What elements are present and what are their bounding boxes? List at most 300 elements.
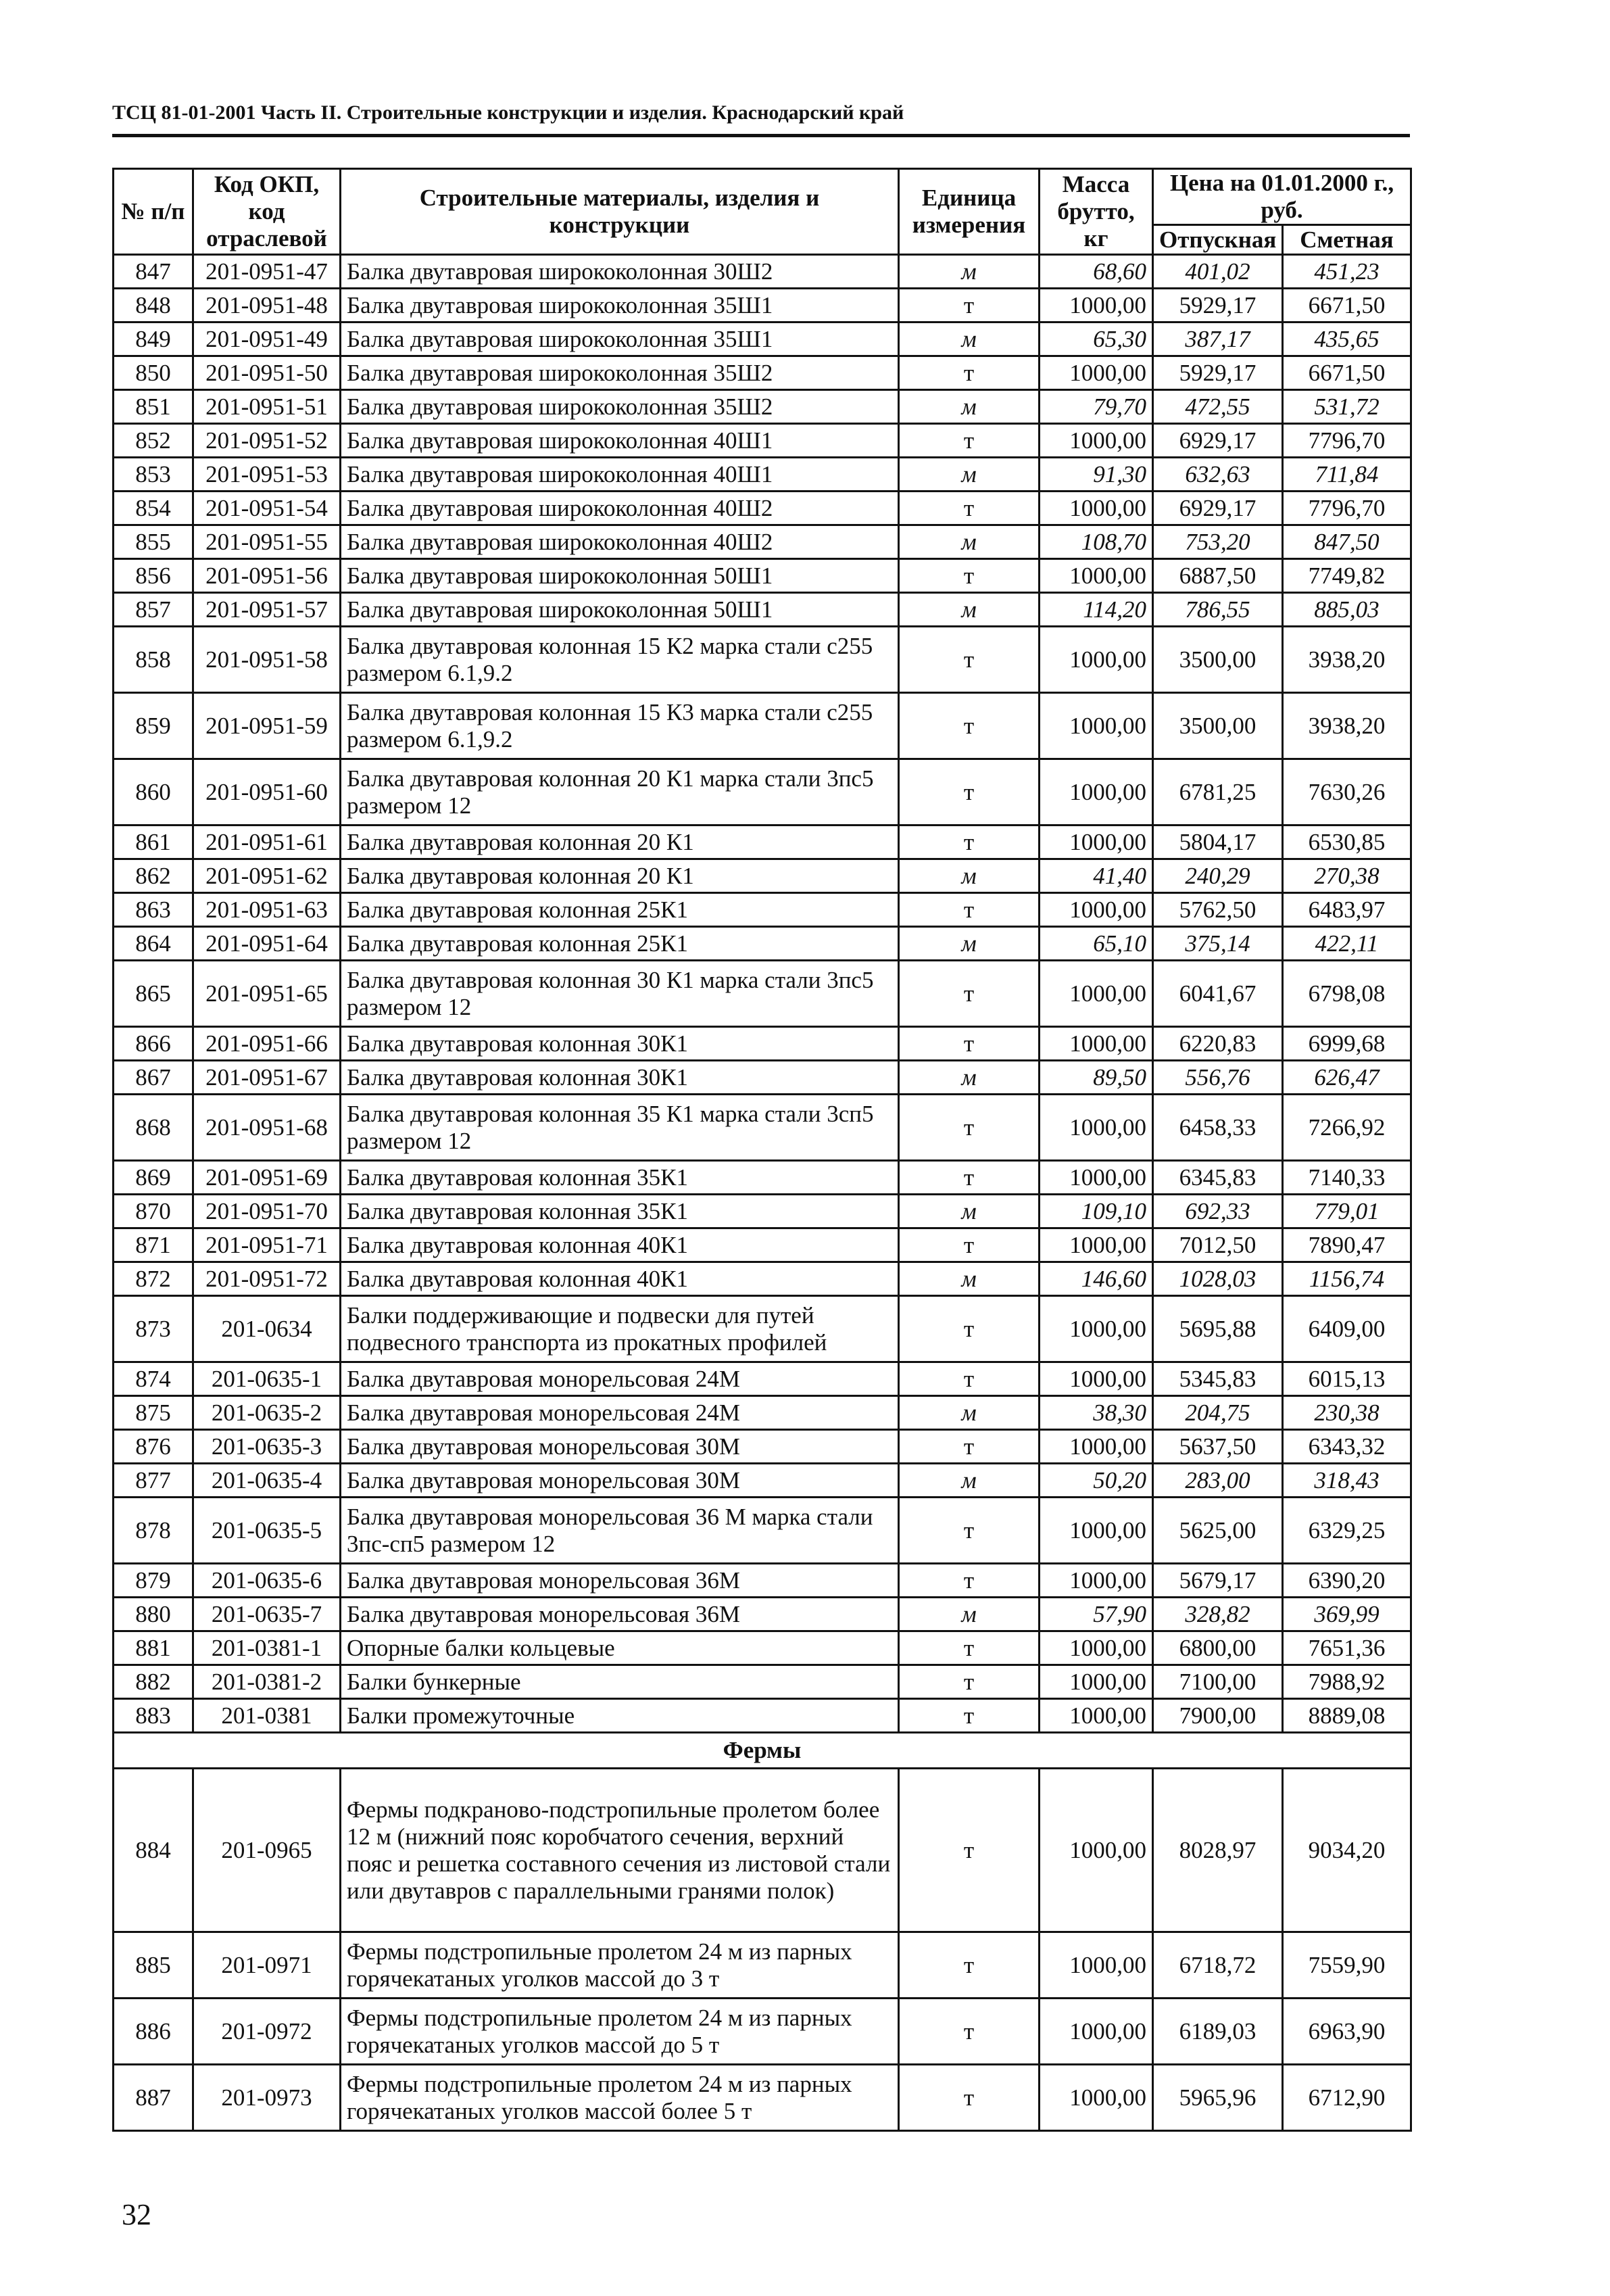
material-name: Балка двутавровая ширококолонная 35Ш1 [341, 322, 899, 356]
release-price: 5679,17 [1153, 1564, 1283, 1598]
row-number: 887 [114, 2065, 193, 2131]
okp-code: 201-0381-2 [193, 1665, 341, 1699]
unit: т [899, 492, 1040, 525]
estimate-price: 6530,85 [1283, 826, 1411, 859]
gross-mass: 1000,00 [1040, 492, 1153, 525]
material-name: Балка двутавровая ширококолонная 50Ш1 [341, 593, 899, 627]
material-name: Балка двутавровая колонная 30К1 [341, 1061, 899, 1095]
okp-code: 201-0951-52 [193, 424, 341, 458]
gross-mass: 1000,00 [1040, 424, 1153, 458]
row-number: 874 [114, 1362, 193, 1396]
release-price: 6345,83 [1153, 1161, 1283, 1195]
gross-mass: 1000,00 [1040, 1932, 1153, 1999]
release-price: 5804,17 [1153, 826, 1283, 859]
row-number: 849 [114, 322, 193, 356]
table-row [114, 1564, 1411, 1598]
row-number: 866 [114, 1027, 193, 1061]
gross-mass: 1000,00 [1040, 1430, 1153, 1464]
okp-code: 201-0951-69 [193, 1161, 341, 1195]
table-row [114, 693, 1411, 759]
material-name: Балка двутавровая монорельсовая 36М [341, 1598, 899, 1631]
table-row [114, 927, 1411, 961]
unit: т [899, 826, 1040, 859]
release-price: 6189,03 [1153, 1999, 1283, 2065]
table-row [114, 961, 1411, 1027]
material-name: Балка двутавровая ширококолонная 35Ш2 [341, 356, 899, 390]
table-row [114, 859, 1411, 893]
release-price: 6800,00 [1153, 1631, 1283, 1665]
okp-code: 201-0635-2 [193, 1396, 341, 1430]
unit: т [899, 1296, 1040, 1362]
row-number: 878 [114, 1498, 193, 1564]
row-number: 871 [114, 1228, 193, 1262]
material-name: Балка двутавровая колонная 20 К1 [341, 826, 899, 859]
row-number: 852 [114, 424, 193, 458]
unit: м [899, 1598, 1040, 1631]
okp-code: 201-0634 [193, 1296, 341, 1362]
release-price: 6718,72 [1153, 1932, 1283, 1999]
material-name: Балка двутавровая колонная 40К1 [341, 1262, 899, 1296]
gross-mass: 41,40 [1040, 859, 1153, 893]
release-price: 5345,83 [1153, 1362, 1283, 1396]
okp-code: 201-0951-62 [193, 859, 341, 893]
table-row [114, 356, 1411, 390]
release-price: 632,63 [1153, 458, 1283, 492]
gross-mass: 68,60 [1040, 255, 1153, 289]
estimate-price: 6343,32 [1283, 1430, 1411, 1464]
table-row [114, 1932, 1411, 1999]
material-name: Балка двутавровая монорельсовая 24М [341, 1362, 899, 1396]
row-number: 886 [114, 1999, 193, 2065]
okp-code: 201-0635-4 [193, 1464, 341, 1498]
table-row [114, 1769, 1411, 1932]
header-price: Цена на 01.01.2000 г., руб. [1153, 169, 1411, 225]
gross-mass: 1000,00 [1040, 1564, 1153, 1598]
release-price: 240,29 [1153, 859, 1283, 893]
okp-code: 201-0951-54 [193, 492, 341, 525]
section-row [114, 1733, 1411, 1769]
gross-mass: 1000,00 [1040, 289, 1153, 322]
gross-mass: 1000,00 [1040, 1699, 1153, 1733]
unit: м [899, 859, 1040, 893]
table-row [114, 593, 1411, 627]
okp-code: 201-0951-47 [193, 255, 341, 289]
header-rule [112, 134, 1410, 137]
table-row [114, 1464, 1411, 1498]
table-row [114, 1195, 1411, 1228]
row-number: 883 [114, 1699, 193, 1733]
row-number: 863 [114, 893, 193, 927]
table-row [114, 1999, 1411, 2065]
release-price: 3500,00 [1153, 693, 1283, 759]
gross-mass: 1000,00 [1040, 1296, 1153, 1362]
estimate-price: 318,43 [1283, 1464, 1411, 1498]
gross-mass: 1000,00 [1040, 759, 1153, 826]
okp-code: 201-0951-57 [193, 593, 341, 627]
table-row [114, 322, 1411, 356]
material-name: Балка двутавровая монорельсовая 24М [341, 1396, 899, 1430]
release-price: 387,17 [1153, 322, 1283, 356]
table-row [114, 1228, 1411, 1262]
estimate-price: 6483,97 [1283, 893, 1411, 927]
row-number: 867 [114, 1061, 193, 1095]
unit: м [899, 390, 1040, 424]
unit: т [899, 559, 1040, 593]
estimate-price: 435,65 [1283, 322, 1411, 356]
row-number: 860 [114, 759, 193, 826]
gross-mass: 1000,00 [1040, 1498, 1153, 1564]
row-number: 879 [114, 1564, 193, 1598]
row-number: 881 [114, 1631, 193, 1665]
unit: т [899, 1161, 1040, 1195]
row-number: 851 [114, 390, 193, 424]
unit: т [899, 961, 1040, 1027]
row-number: 870 [114, 1195, 193, 1228]
unit: т [899, 1095, 1040, 1161]
unit: м [899, 458, 1040, 492]
okp-code: 201-0951-67 [193, 1061, 341, 1095]
gross-mass: 109,10 [1040, 1195, 1153, 1228]
material-name: Балка двутавровая ширококолонная 30Ш2 [341, 255, 899, 289]
material-name: Балка двутавровая колонная 30К1 [341, 1027, 899, 1061]
okp-code: 201-0951-61 [193, 826, 341, 859]
estimate-price: 451,23 [1283, 255, 1411, 289]
table-row [114, 1498, 1411, 1564]
material-name: Балка двутавровая колонная 35К1 [341, 1161, 899, 1195]
unit: т [899, 693, 1040, 759]
release-price: 5929,17 [1153, 289, 1283, 322]
estimate-price: 7140,33 [1283, 1161, 1411, 1195]
row-number: 858 [114, 627, 193, 693]
table-row [114, 390, 1411, 424]
header-price-estimate: Сметная [1283, 225, 1411, 255]
unit: м [899, 1464, 1040, 1498]
material-name: Балка двутавровая колонная 25К1 [341, 893, 899, 927]
okp-code: 201-0635-5 [193, 1498, 341, 1564]
row-number: 885 [114, 1932, 193, 1999]
okp-code: 201-0635-7 [193, 1598, 341, 1631]
unit: т [899, 1631, 1040, 1665]
row-number: 856 [114, 559, 193, 593]
okp-code: 201-0951-50 [193, 356, 341, 390]
estimate-price: 6390,20 [1283, 1564, 1411, 1598]
table-row [114, 1665, 1411, 1699]
gross-mass: 1000,00 [1040, 1769, 1153, 1932]
okp-code: 201-0951-72 [193, 1262, 341, 1296]
estimate-price: 7651,36 [1283, 1631, 1411, 1665]
table-row [114, 1396, 1411, 1430]
gross-mass: 1000,00 [1040, 356, 1153, 390]
release-price: 204,75 [1153, 1396, 1283, 1430]
material-name: Фермы подстропильные пролетом 24 м из парных горячекатаных уголков массой более 5 т [341, 2065, 899, 2131]
release-price: 5762,50 [1153, 893, 1283, 927]
material-name: Балка двутавровая колонная 20 К1 [341, 859, 899, 893]
gross-mass: 1000,00 [1040, 1631, 1153, 1665]
release-price: 6929,17 [1153, 424, 1283, 458]
estimate-price: 711,84 [1283, 458, 1411, 492]
header-num: № п/п [114, 169, 193, 255]
row-number: 857 [114, 593, 193, 627]
row-number: 847 [114, 255, 193, 289]
release-price: 786,55 [1153, 593, 1283, 627]
table-row [114, 1631, 1411, 1665]
unit: м [899, 1195, 1040, 1228]
okp-code: 201-0965 [193, 1769, 341, 1932]
row-number: 864 [114, 927, 193, 961]
row-number: 868 [114, 1095, 193, 1161]
table-row [114, 289, 1411, 322]
row-number: 882 [114, 1665, 193, 1699]
gross-mass: 65,30 [1040, 322, 1153, 356]
estimate-price: 9034,20 [1283, 1769, 1411, 1932]
material-name: Балка двутавровая ширококолонная 35Ш1 [341, 289, 899, 322]
gross-mass: 1000,00 [1040, 1999, 1153, 2065]
material-name: Балка двутавровая монорельсовая 30М [341, 1430, 899, 1464]
estimate-price: 6409,00 [1283, 1296, 1411, 1362]
okp-code: 201-0951-70 [193, 1195, 341, 1228]
row-number: 865 [114, 961, 193, 1027]
okp-code: 201-0951-65 [193, 961, 341, 1027]
gross-mass: 1000,00 [1040, 693, 1153, 759]
release-price: 6220,83 [1153, 1027, 1283, 1061]
okp-code: 201-0951-60 [193, 759, 341, 826]
estimate-price: 3938,20 [1283, 693, 1411, 759]
okp-code: 201-0951-68 [193, 1095, 341, 1161]
release-price: 328,82 [1153, 1598, 1283, 1631]
release-price: 6041,67 [1153, 961, 1283, 1027]
release-price: 5929,17 [1153, 356, 1283, 390]
material-name: Балка двутавровая колонная 25К1 [341, 927, 899, 961]
gross-mass: 1000,00 [1040, 2065, 1153, 2131]
material-name: Балки поддерживающие и подвески для путей подвесного транспорта из прокатных профилей [341, 1296, 899, 1362]
okp-code: 201-0971 [193, 1932, 341, 1999]
table-row [114, 1027, 1411, 1061]
estimate-price: 6671,50 [1283, 289, 1411, 322]
release-price: 753,20 [1153, 525, 1283, 559]
okp-code: 201-0951-51 [193, 390, 341, 424]
release-price: 375,14 [1153, 927, 1283, 961]
estimate-price: 7266,92 [1283, 1095, 1411, 1161]
table-row [114, 893, 1411, 927]
material-name: Балка двутавровая колонная 15 К2 марка стали с255 размером 6.1,9.2 [341, 627, 899, 693]
estimate-price: 3938,20 [1283, 627, 1411, 693]
unit: м [899, 255, 1040, 289]
okp-code: 201-0635-6 [193, 1564, 341, 1598]
estimate-price: 6798,08 [1283, 961, 1411, 1027]
row-number: 853 [114, 458, 193, 492]
header-code: Код ОКП, код отраслевой [193, 169, 341, 255]
release-price: 401,02 [1153, 255, 1283, 289]
release-price: 6458,33 [1153, 1095, 1283, 1161]
estimate-price: 230,38 [1283, 1396, 1411, 1430]
estimate-price: 847,50 [1283, 525, 1411, 559]
material-name: Фермы подстропильные пролетом 24 м из парных горячекатаных уголков массой до 5 т [341, 1999, 899, 2065]
row-number: 873 [114, 1296, 193, 1362]
gross-mass: 79,70 [1040, 390, 1153, 424]
unit: т [899, 1699, 1040, 1733]
okp-code: 201-0951-71 [193, 1228, 341, 1262]
gross-mass: 1000,00 [1040, 1095, 1153, 1161]
estimate-price: 6963,90 [1283, 1999, 1411, 2065]
gross-mass: 89,50 [1040, 1061, 1153, 1095]
release-price: 7100,00 [1153, 1665, 1283, 1699]
row-number: 869 [114, 1161, 193, 1195]
material-name: Балка двутавровая ширококолонная 40Ш2 [341, 525, 899, 559]
gross-mass: 146,60 [1040, 1262, 1153, 1296]
table-row [114, 255, 1411, 289]
table-row [114, 1262, 1411, 1296]
table-row [114, 458, 1411, 492]
gross-mass: 38,30 [1040, 1396, 1153, 1430]
estimate-price: 422,11 [1283, 927, 1411, 961]
release-price: 3500,00 [1153, 627, 1283, 693]
okp-code: 201-0951-59 [193, 693, 341, 759]
release-price: 692,33 [1153, 1195, 1283, 1228]
material-name: Балка двутавровая ширококолонная 40Ш2 [341, 492, 899, 525]
table-row [114, 1161, 1411, 1195]
material-name: Балка двутавровая монорельсовая 30М [341, 1464, 899, 1498]
header-unit: Единица измерения [899, 169, 1040, 255]
estimate-price: 7796,70 [1283, 492, 1411, 525]
unit: т [899, 1769, 1040, 1932]
page-number: 32 [122, 2198, 151, 2231]
estimate-price: 6329,25 [1283, 1498, 1411, 1564]
material-name: Балки бункерные [341, 1665, 899, 1699]
table-row [114, 1095, 1411, 1161]
table-row [114, 759, 1411, 826]
table-row [114, 559, 1411, 593]
row-number: 855 [114, 525, 193, 559]
row-number: 850 [114, 356, 193, 390]
estimate-price: 369,99 [1283, 1598, 1411, 1631]
gross-mass: 1000,00 [1040, 559, 1153, 593]
unit: м [899, 927, 1040, 961]
gross-mass: 1000,00 [1040, 627, 1153, 693]
gross-mass: 114,20 [1040, 593, 1153, 627]
gross-mass: 1000,00 [1040, 1665, 1153, 1699]
row-number: 854 [114, 492, 193, 525]
unit: т [899, 289, 1040, 322]
row-number: 859 [114, 693, 193, 759]
unit: м [899, 525, 1040, 559]
estimate-price: 6015,13 [1283, 1362, 1411, 1396]
release-price: 556,76 [1153, 1061, 1283, 1095]
unit: т [899, 1430, 1040, 1464]
table-row [114, 1430, 1411, 1464]
estimate-price: 531,72 [1283, 390, 1411, 424]
estimate-price: 270,38 [1283, 859, 1411, 893]
okp-code: 201-0635-3 [193, 1430, 341, 1464]
okp-code: 201-0635-1 [193, 1362, 341, 1396]
unit: м [899, 1262, 1040, 1296]
unit: т [899, 1498, 1040, 1564]
estimate-price: 6712,90 [1283, 2065, 1411, 2131]
gross-mass: 1000,00 [1040, 961, 1153, 1027]
release-price: 1028,03 [1153, 1262, 1283, 1296]
row-number: 848 [114, 289, 193, 322]
estimate-price: 8889,08 [1283, 1699, 1411, 1733]
gross-mass: 1000,00 [1040, 1161, 1153, 1195]
table-row [114, 1061, 1411, 1095]
gross-mass: 1000,00 [1040, 1362, 1153, 1396]
okp-code: 201-0951-55 [193, 525, 341, 559]
okp-code: 201-0951-63 [193, 893, 341, 927]
table-row [114, 2065, 1411, 2131]
unit: м [899, 1396, 1040, 1430]
material-name: Балка двутавровая ширококолонная 40Ш1 [341, 458, 899, 492]
unit: т [899, 1362, 1040, 1396]
material-name: Балка двутавровая монорельсовая 36М [341, 1564, 899, 1598]
okp-code: 201-0972 [193, 1999, 341, 2065]
estimate-price: 7988,92 [1283, 1665, 1411, 1699]
running-head: ТСЦ 81-01-2001 Часть II. Строительные конструкции и изделия. Краснодарский край [112, 101, 904, 124]
row-number: 880 [114, 1598, 193, 1631]
okp-code: 201-0951-56 [193, 559, 341, 593]
header-price-release: Отпускная [1153, 225, 1283, 255]
material-name: Балка двутавровая ширококолонная 35Ш2 [341, 390, 899, 424]
release-price: 5965,96 [1153, 2065, 1283, 2131]
unit: т [899, 1999, 1040, 2065]
row-number: 862 [114, 859, 193, 893]
okp-code: 201-0951-53 [193, 458, 341, 492]
unit: м [899, 1061, 1040, 1095]
release-price: 472,55 [1153, 390, 1283, 424]
unit: т [899, 1027, 1040, 1061]
release-price: 6781,25 [1153, 759, 1283, 826]
table-row [114, 424, 1411, 458]
material-name: Балки промежуточные [341, 1699, 899, 1733]
okp-code: 201-0951-64 [193, 927, 341, 961]
row-number: 884 [114, 1769, 193, 1932]
material-name: Фермы подстропильные пролетом 24 м из парных горячекатаных уголков массой до 3 т [341, 1932, 899, 1999]
okp-code: 201-0381 [193, 1699, 341, 1733]
gross-mass: 91,30 [1040, 458, 1153, 492]
okp-code: 201-0951-49 [193, 322, 341, 356]
material-name: Балка двутавровая колонная 15 К3 марка стали с255 размером 6.1,9.2 [341, 693, 899, 759]
estimate-price: 885,03 [1283, 593, 1411, 627]
release-price: 7012,50 [1153, 1228, 1283, 1262]
material-name: Балка двутавровая ширококолонная 40Ш1 [341, 424, 899, 458]
estimate-price: 7630,26 [1283, 759, 1411, 826]
header-name: Строительные материалы, изделия и конструкции [341, 169, 899, 255]
row-number: 872 [114, 1262, 193, 1296]
row-number: 861 [114, 826, 193, 859]
okp-code: 201-0951-66 [193, 1027, 341, 1061]
material-name: Балка двутавровая колонная 30 К1 марка стали 3пс5 размером 12 [341, 961, 899, 1027]
release-price: 6929,17 [1153, 492, 1283, 525]
material-name: Опорные балки кольцевые [341, 1631, 899, 1665]
table-row [114, 1598, 1411, 1631]
estimate-price: 7559,90 [1283, 1932, 1411, 1999]
unit: т [899, 2065, 1040, 2131]
estimate-price: 7890,47 [1283, 1228, 1411, 1262]
release-price: 8028,97 [1153, 1769, 1283, 1932]
gross-mass: 1000,00 [1040, 826, 1153, 859]
estimate-price: 6999,68 [1283, 1027, 1411, 1061]
table-row [114, 525, 1411, 559]
table-row [114, 627, 1411, 693]
unit: т [899, 1665, 1040, 1699]
unit: т [899, 627, 1040, 693]
material-name: Балка двутавровая колонная 40К1 [341, 1228, 899, 1262]
estimate-price: 7796,70 [1283, 424, 1411, 458]
estimate-price: 6671,50 [1283, 356, 1411, 390]
material-name: Балка двутавровая колонная 20 К1 марка стали 3пс5 размером 12 [341, 759, 899, 826]
estimate-price: 779,01 [1283, 1195, 1411, 1228]
unit: т [899, 759, 1040, 826]
material-name: Балка двутавровая ширококолонная 50Ш1 [341, 559, 899, 593]
gross-mass: 1000,00 [1040, 1027, 1153, 1061]
